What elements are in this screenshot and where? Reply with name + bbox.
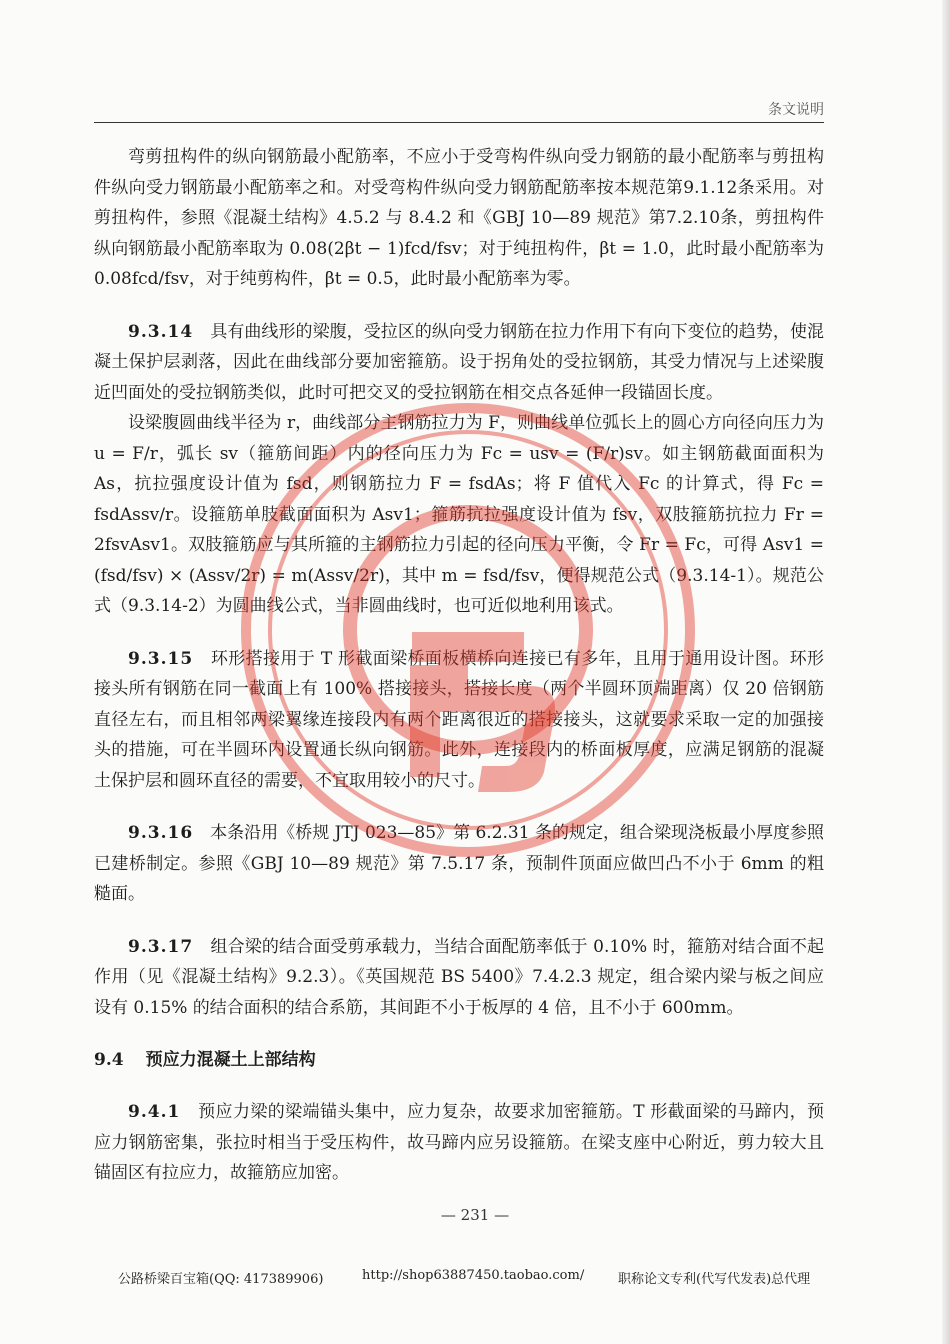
clause-9-3-14: [94, 317, 824, 409]
clause-number: 9.3.14: [128, 321, 194, 342]
clause-text: 环形搭接用于 T 形截面梁桥面板横桥向连接已有多年，且用于通用设计图。环形接头所有钢筋在同一截面上有 100% 搭接接头，搭接长度（两个半圆环顶端距离）仅 20 倍钢筋直径左右，而且相邻两梁翼缘连接段内有两个距离很近的搭接接头，这就要求采取一定的加强接头的措施，可在半圆环内设置通长纵向钢筋。此外，连接段内的桥面板厚度，应满足钢筋的混凝土保护层和圆环直径的需要，不宜取用较小的尺寸。: [94, 648, 824, 791]
paragraph-9313-continued: 弯剪扭构件的纵向钢筋最小配筋率，不应小于受弯构件纵向受力钢筋的最小配筋率与剪扭构件纵向受力钢筋最小配筋率之和。对受弯构件纵向受力钢筋配筋率按本规范第9.1.12条采用。对剪扭构件，参照《混凝土结构》4.5.2 与 8.4.2 和《GBJ 10—89 规范》第7.2.10条，剪扭构件纵向钢筋最小配筋率取为 0.08(2βt − 1)fcd/fsv；对于纯扭构件，βt = 1.0，此时最小配筋率为 0.08fcd/fsv，对于纯剪构件，βt = 0.5，此时最小配筋率为零。: [94, 147, 824, 289]
clause-number: 9.4.1: [128, 1102, 181, 1122]
clause-text: 具有曲线形的梁腹，受拉区的纵向受力钢筋在拉力作用下有向下变位的趋势，使混凝土保护层剥落，因此在曲线部分要加密箍筋。设于拐角处的受拉钢筋，其受力情况与上述梁腹近凹面处的受拉钢筋类似，此时可把交叉的受拉钢筋在相交点各延伸一段锚固长度。: [94, 321, 825, 403]
clause-9-3-17: [94, 932, 824, 1024]
clause-9-4-1: [94, 1097, 824, 1189]
clause-text: 组合梁的结合面受剪承载力，当结合面配筋率低于 0.10% 时，箍筋对结合面不起作用（见《混凝土结构》9.2.3）。《英国规范 BS 5400》7.4.2.3 规定，组合梁内梁与板之间应设有 0.15% 的结合面积的结合系筋，其间距不小于板厚的 4 倍，且不小于 600mm。: [94, 936, 825, 1018]
footer-right-text: 职称论文专利(代写代发表)总代理: [618, 1272, 811, 1287]
page-edge: [942, 0, 950, 1344]
section-heading-9-4: [94, 1045, 824, 1075]
footer-left-text: 公路桥梁百宝箱(QQ: 417389906): [118, 1272, 324, 1287]
clause-text: 本条沿用《桥规 JTJ 023—85》第 6.2.31 条的规定，组合梁现浇板最小厚度参照已建桥制定。参照《GBJ 10—89 规范》第 7.5.17 条，预制件顶面应做凹凸不小于 6mm 的粗糙面。: [94, 823, 825, 904]
section-title: 预应力混凝土上部结构: [145, 1050, 316, 1070]
clause-9-3-15: [94, 644, 824, 797]
clause-9-3-14-derivation: 设梁腹圆曲线半径为 r，曲线部分主钢筋拉力为 F，则曲线单位弧长上的圆心方向径向压力为 u = F/r，弧长 sv（箍筋间距）内的径向压力为 Fc = usv = (F/r)sv。如主钢筋截面面积为 As，抗拉强度设计值为 fsd，则钢筋拉力 F = fsdAs；将 F 值代入 Fc 的计算式，得 Fc = fsdAssv/r。设箍筋单肢截面面积为 Asv1；箍筋抗拉强度设计值为 fsv，双肢箍筋抗拉力 Fr = 2fsvAsv1。双肢箍筋应与其所箍的主钢筋拉力引起的径向压力平衡，令 Fr = Fc，可得 Asv1 = (fsd/fsv) × (Assv/2r) = m(Assv/2r)，其中 m = fsd/fsv，便得规范公式（9.3.14-1）。规范公式（9.3.14-2）为圆曲线公式，当非圆曲线时，也可近似地利用该式。: [94, 413, 824, 616]
clause-text: 预应力梁的梁端锚头集中，应力复杂，故要求加密箍筋。T 形截面梁的马蹄内，预应力钢筋密集，张拉时相当于受压构件，故马蹄内应另设箍筋。在梁支座中心附近，剪力较大且锚固区有拉应力，故箍筋应加密。: [94, 1102, 824, 1183]
clause-number: 9.3.17: [128, 936, 194, 957]
footer-url-text: http://shop63887450.taobao.com/: [362, 1268, 585, 1283]
section-number: 9.4: [94, 1050, 124, 1070]
page-number: — 231 —: [440, 1206, 510, 1224]
running-header: 条文说明: [768, 102, 824, 118]
clause-number: 9.3.15: [128, 648, 194, 669]
clause-9-3-16: [94, 818, 824, 910]
clause-number: 9.3.16: [128, 823, 194, 843]
header-rule: [94, 122, 824, 123]
page-content: [94, 142, 824, 1189]
